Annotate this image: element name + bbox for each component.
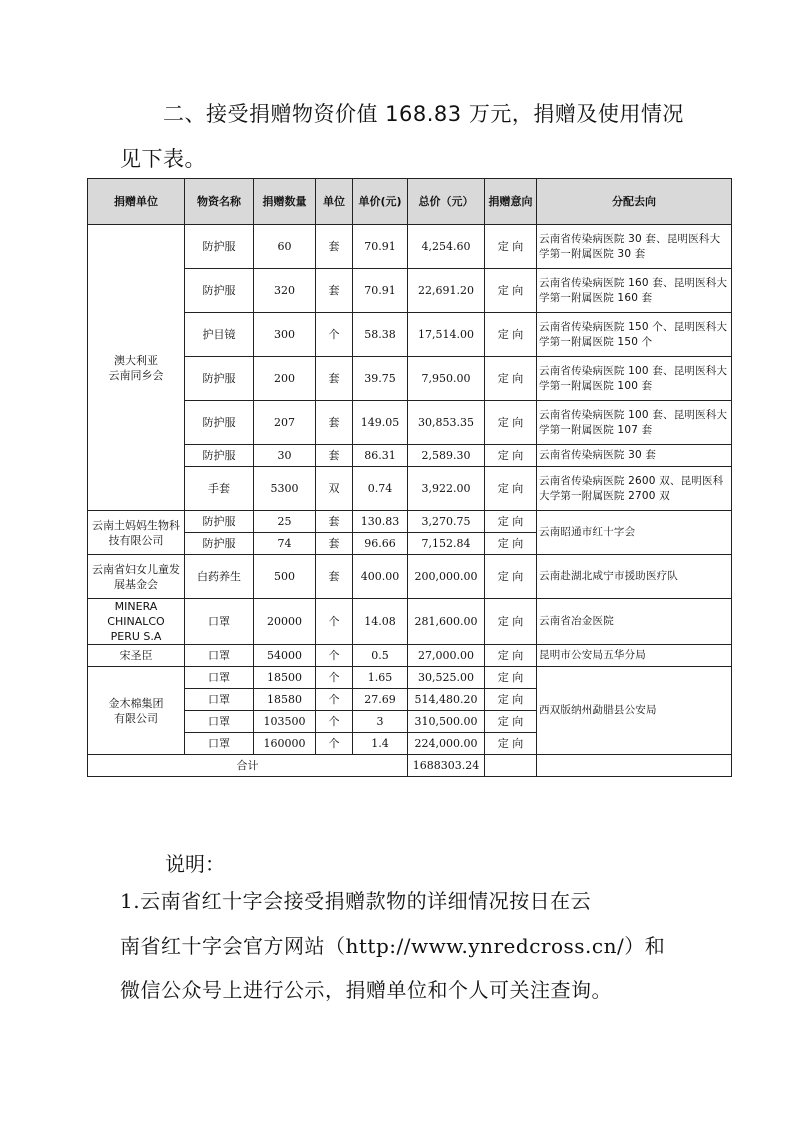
price-cell: 86.31: [353, 445, 408, 467]
price-cell: 1.4: [353, 733, 408, 755]
price-cell: 70.91: [353, 269, 408, 313]
item-cell: 手套: [185, 467, 254, 511]
total-cell: 30,525.00: [408, 667, 485, 689]
table-row: [88, 555, 732, 599]
destination-cell: 昆明市公安局五华分局: [537, 645, 732, 667]
destination-cell: 云南省传染病医院 30 套、昆明医科大学第一附属医院 30 套: [537, 225, 732, 269]
destination-cell: 云南省传染病医院 30 套: [537, 445, 732, 467]
price-cell: 0.5: [353, 645, 408, 667]
total-cell: 7,950.00: [408, 357, 485, 401]
item-cell: 防护服: [185, 225, 254, 269]
item-cell: 防护服: [185, 357, 254, 401]
donor-cell: 宋圣臣: [88, 645, 185, 667]
table-row: [88, 401, 732, 445]
qty-cell: 320: [254, 269, 316, 313]
header-intent: 捐赠意向: [485, 179, 537, 225]
qty-cell: 207: [254, 401, 316, 445]
unit-cell: 套: [316, 269, 353, 313]
total-value: 1688303.24: [408, 755, 485, 777]
intent-cell: 定 向: [485, 689, 537, 711]
intent-cell: 定 向: [485, 511, 537, 533]
destination-cell: 云南赴湖北咸宁市援助医疗队: [537, 555, 732, 599]
price-cell: 27.69: [353, 689, 408, 711]
price-cell: 1.65: [353, 667, 408, 689]
total-row: [88, 755, 732, 777]
table-row: [88, 467, 732, 511]
total-cell: 514,480.20: [408, 689, 485, 711]
unit-cell: 套: [316, 533, 353, 555]
note-line-3: 微信公众号上进行公示，捐赠单位和个人可关注查询。: [120, 978, 612, 1002]
intent-cell: 定 向: [485, 467, 537, 511]
total-cell: 200,000.00: [408, 555, 485, 599]
table-row: [88, 313, 732, 357]
item-cell: 防护服: [185, 269, 254, 313]
qty-cell: 74: [254, 533, 316, 555]
price-cell: 14.08: [353, 599, 408, 645]
header-unit: 单位: [316, 179, 353, 225]
table-row: [88, 445, 732, 467]
item-cell: 防护服: [185, 401, 254, 445]
header-item: 物资名称: [185, 179, 254, 225]
notes-title: 说明：: [165, 852, 225, 876]
empty-cell: [537, 755, 732, 777]
section-heading-cont: 见下表。: [120, 147, 206, 171]
empty-cell: [485, 755, 537, 777]
item-cell: 口罩: [185, 733, 254, 755]
donor-cell: 金木棉集团 有限公司: [88, 667, 185, 755]
unit-cell: 套: [316, 225, 353, 269]
unit-cell: 套: [316, 511, 353, 533]
qty-cell: 30: [254, 445, 316, 467]
price-cell: 96.66: [353, 533, 408, 555]
intent-cell: 定 向: [485, 555, 537, 599]
qty-cell: 20000: [254, 599, 316, 645]
section-heading: 二、接受捐赠物资价值 168.83 万元，捐赠及使用情况: [163, 102, 684, 126]
price-cell: 39.75: [353, 357, 408, 401]
unit-cell: 个: [316, 733, 353, 755]
intent-cell: 定 向: [485, 533, 537, 555]
qty-cell: 300: [254, 313, 316, 357]
item-cell: 防护服: [185, 511, 254, 533]
price-cell: 0.74: [353, 467, 408, 511]
qty-cell: 160000: [254, 733, 316, 755]
table-row: [88, 645, 732, 667]
qty-cell: 18580: [254, 689, 316, 711]
header-price: 单价(元): [353, 179, 408, 225]
item-cell: 护目镜: [185, 313, 254, 357]
destination-cell: 西双版纳州勐腊县公安局: [537, 667, 732, 755]
item-cell: 防护服: [185, 533, 254, 555]
item-cell: 口罩: [185, 599, 254, 645]
intent-cell: 定 向: [485, 445, 537, 467]
total-cell: 310,500.00: [408, 711, 485, 733]
unit-cell: 个: [316, 645, 353, 667]
item-cell: 防护服: [185, 445, 254, 467]
destination-cell: 云南省传染病医院 150 个、昆明医科大学第一附属医院 150 个: [537, 313, 732, 357]
destination-cell: 云南昭通市红十字会: [537, 511, 732, 555]
qty-cell: 25: [254, 511, 316, 533]
total-cell: 22,691.20: [408, 269, 485, 313]
header-destination: 分配去向: [537, 179, 732, 225]
item-cell: 口罩: [185, 667, 254, 689]
unit-cell: 套: [316, 357, 353, 401]
qty-cell: 18500: [254, 667, 316, 689]
destination-cell: 云南省传染病医院 100 套、昆明医科大学第一附属医院 107 套: [537, 401, 732, 445]
qty-cell: 103500: [254, 711, 316, 733]
item-cell: 口罩: [185, 689, 254, 711]
unit-cell: 个: [316, 689, 353, 711]
qty-cell: 54000: [254, 645, 316, 667]
unit-cell: 个: [316, 313, 353, 357]
intent-cell: 定 向: [485, 225, 537, 269]
intent-cell: 定 向: [485, 313, 537, 357]
intent-cell: 定 向: [485, 357, 537, 401]
unit-cell: 套: [316, 445, 353, 467]
total-cell: 2,589.30: [408, 445, 485, 467]
item-cell: 口罩: [185, 711, 254, 733]
donation-table: [87, 178, 732, 777]
header-donor: 捐赠单位: [88, 179, 185, 225]
total-cell: 7,152.84: [408, 533, 485, 555]
destination-cell: 云南省传染病医院 160 套、昆明医科大学第一附属医院 160 套: [537, 269, 732, 313]
table-header-row: [88, 179, 732, 225]
intent-cell: 定 向: [485, 667, 537, 689]
qty-cell: 200: [254, 357, 316, 401]
total-label: 合计: [88, 755, 408, 777]
qty-cell: 500: [254, 555, 316, 599]
price-cell: 58.38: [353, 313, 408, 357]
table-row: [88, 225, 732, 269]
destination-cell: 云南省传染病医院 2600 双、昆明医科大学第一附属医院 2700 双: [537, 467, 732, 511]
total-cell: 281,600.00: [408, 599, 485, 645]
qty-cell: 60: [254, 225, 316, 269]
price-cell: 149.05: [353, 401, 408, 445]
table-row: [88, 269, 732, 313]
total-cell: 3,270.75: [408, 511, 485, 533]
intent-cell: 定 向: [485, 401, 537, 445]
table-row: [88, 511, 732, 533]
unit-cell: 套: [316, 401, 353, 445]
price-cell: 3: [353, 711, 408, 733]
intent-cell: 定 向: [485, 269, 537, 313]
total-cell: 224,000.00: [408, 733, 485, 755]
qty-cell: 5300: [254, 467, 316, 511]
donor-cell: 澳大利亚 云南同乡会: [88, 225, 185, 511]
unit-cell: 个: [316, 711, 353, 733]
unit-cell: 个: [316, 599, 353, 645]
item-cell: 口罩: [185, 645, 254, 667]
note-line-1: 1.云南省红十字会接受捐赠款物的详细情况按日在云: [120, 889, 592, 913]
unit-cell: 双: [316, 467, 353, 511]
destination-cell: 云南省冶金医院: [537, 599, 732, 645]
price-cell: 130.83: [353, 511, 408, 533]
intent-cell: 定 向: [485, 711, 537, 733]
donor-cell: MINERA CHINALCO PERU S.A: [88, 599, 185, 645]
donor-cell: 云南土妈妈生物科 技有限公司: [88, 511, 185, 555]
destination-cell: 云南省传染病医院 100 套、昆明医科大学第一附属医院 100 套: [537, 357, 732, 401]
table-row: [88, 357, 732, 401]
unit-cell: 套: [316, 555, 353, 599]
intent-cell: 定 向: [485, 645, 537, 667]
donor-cell: 云南省妇女儿童发 展基金会: [88, 555, 185, 599]
total-cell: 27,000.00: [408, 645, 485, 667]
note-line-2: 南省红十字会官方网站（http://www.ynredcross.cn/）和: [120, 934, 666, 958]
intent-cell: 定 向: [485, 599, 537, 645]
price-cell: 70.91: [353, 225, 408, 269]
table-row: [88, 599, 732, 645]
header-qty: 捐赠数量: [254, 179, 316, 225]
unit-cell: 个: [316, 667, 353, 689]
price-cell: 400.00: [353, 555, 408, 599]
table-row: [88, 667, 732, 689]
total-cell: 30,853.35: [408, 401, 485, 445]
total-cell: 17,514.00: [408, 313, 485, 357]
intent-cell: 定 向: [485, 733, 537, 755]
total-cell: 3,922.00: [408, 467, 485, 511]
item-cell: 白药养生: [185, 555, 254, 599]
total-cell: 4,254.60: [408, 225, 485, 269]
header-total: 总价（元）: [408, 179, 485, 225]
